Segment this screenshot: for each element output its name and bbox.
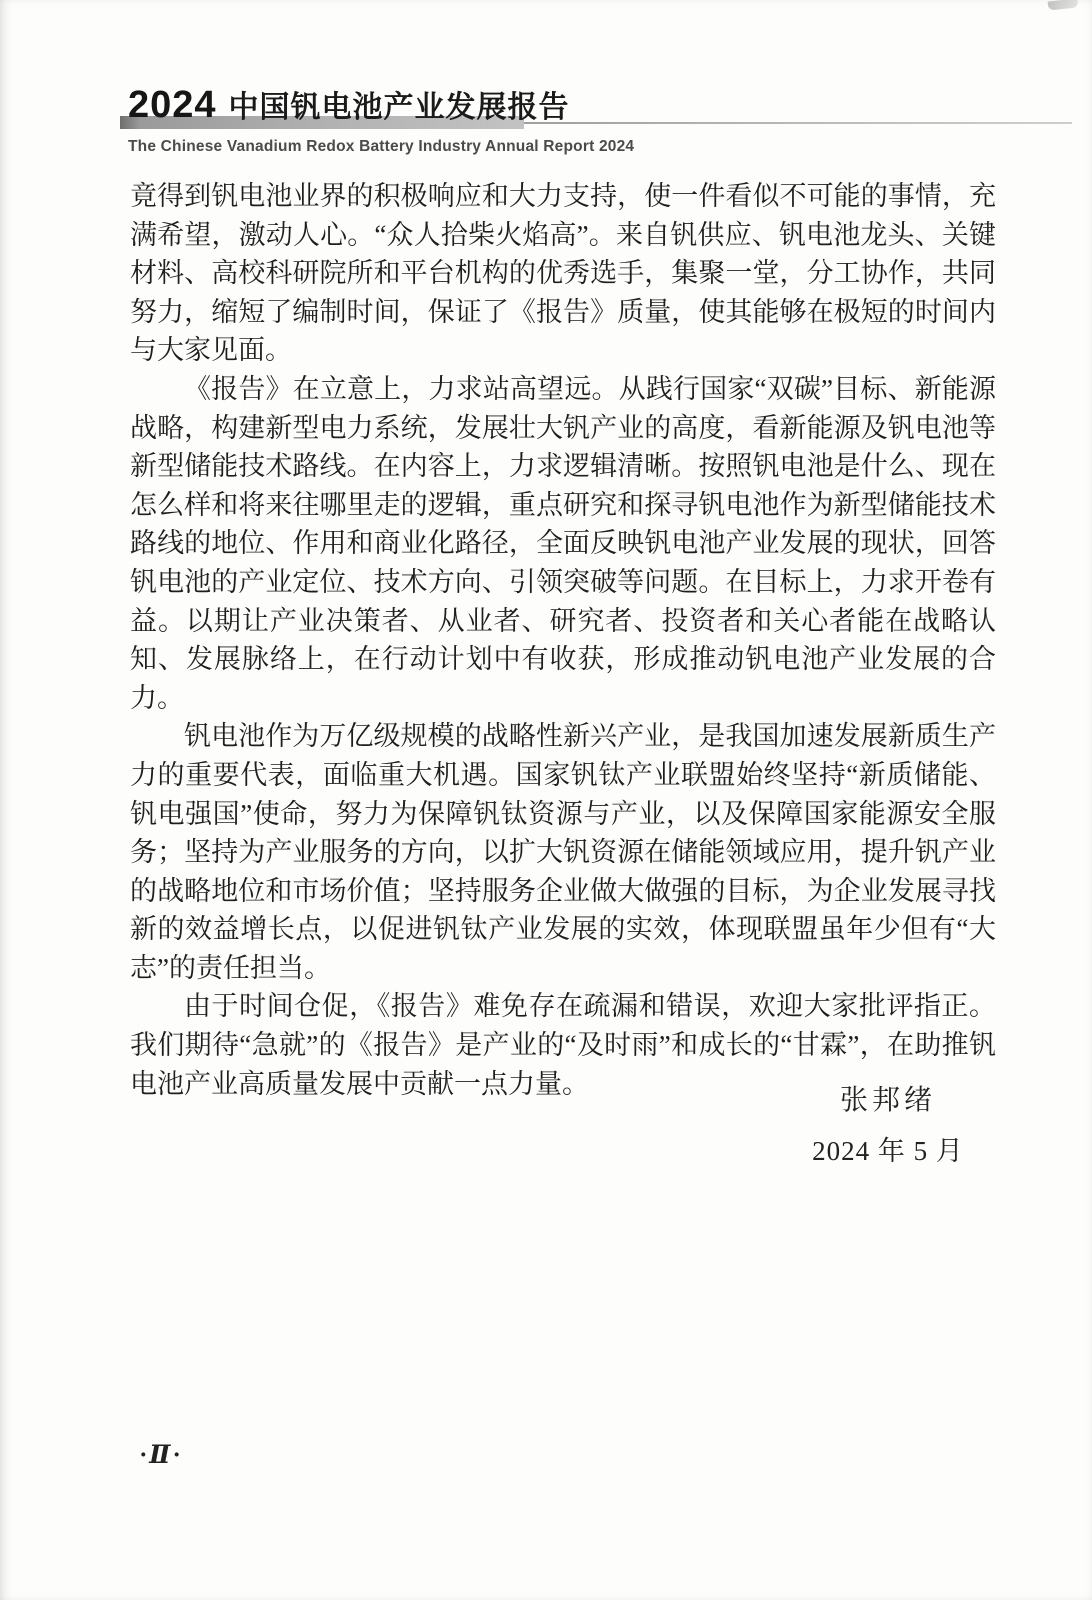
signature-date: 2024 年 5 月 [812,1136,964,1166]
paragraph-2: 《报告》在立意上，力求站高望远。从践行国家“双碳”目标、新能源战略，构建新型电力系统，发展壮大钒产业的高度，看新能源及钒电池等新型储能技术路线。在内容上，力求逻辑清晰。按照钒电池是什么、现在怎么样和将来往哪里走的逻辑，重点研究和探寻钒电池作为新型储能技术路线的地位、作用和商业化路径，全面反映钒电池产业发展的现状，回答钒电池的产业定位、技术方向、引领突破等问题。在目标上，力求开卷有益。以期让产业决策者、从业者、研究者、投资者和关心者能在战略认知、发展脉络上，在行动计划中有收获，形成推动钒电池产业发展的合力。 [130,373,996,713]
report-year: 2024 [128,84,217,126]
page-number: ·Ⅱ· [140,1442,183,1469]
report-subtitle-en: The Chinese Vanadium Redox Battery Industry Annual Report 2024 [128,138,635,155]
scan-artifact [1048,0,1079,11]
header-rule-line [524,122,1072,124]
report-title-row [128,82,1072,130]
signature-name: 张邦绪 [839,1085,936,1116]
page-header [128,82,1072,156]
signature-block [757,1078,1019,1168]
paragraph-4: 由于时间仓促，《报告》难免存在疏漏和错误，欢迎大家批评指正。我们期待“急就”的《报告》是产业的“及时雨”和成长的“甘霖”，在助推钒电池产业高质量发展中贡献一点力量。 [130,991,996,1099]
paragraph-1: 竟得到钒电池业界的积极响应和大力支持，使一件看似不可能的事情，充满希望，激动人心。“众人拾柴火焰高”。来自钒供应、钒电池龙头、关键材料、高校科研院所和平台机构的优秀选手，集聚一堂，分工协作，共同努力，缩短了编制时间，保证了《报告》质量，使其能够在极短的时间内与大家见面。 [130,181,996,366]
preface-body [130,177,996,1103]
report-title-zh: 中国钒电池产业发展报告 [228,91,570,124]
paragraph-3: 钒电池作为万亿级规模的战略性新兴产业，是我国加速发展新质生产力的重要代表，面临重大机遇。国家钒钛产业联盟始终坚持“新质储能、钒电强国”使命，努力为保障钒钛资源与产业，以及保障国家能源安全服务；坚持为产业服务的方向，以扩大钒资源在储能领域应用，提升钒产业的战略地位和市场价值；坚持服务企业做大做强的目标，为企业发展寻找新的效益增长点，以促进钒钛产业发展的实效，体现联盟虽年少但有“大志”的责任担当。 [130,721,996,983]
